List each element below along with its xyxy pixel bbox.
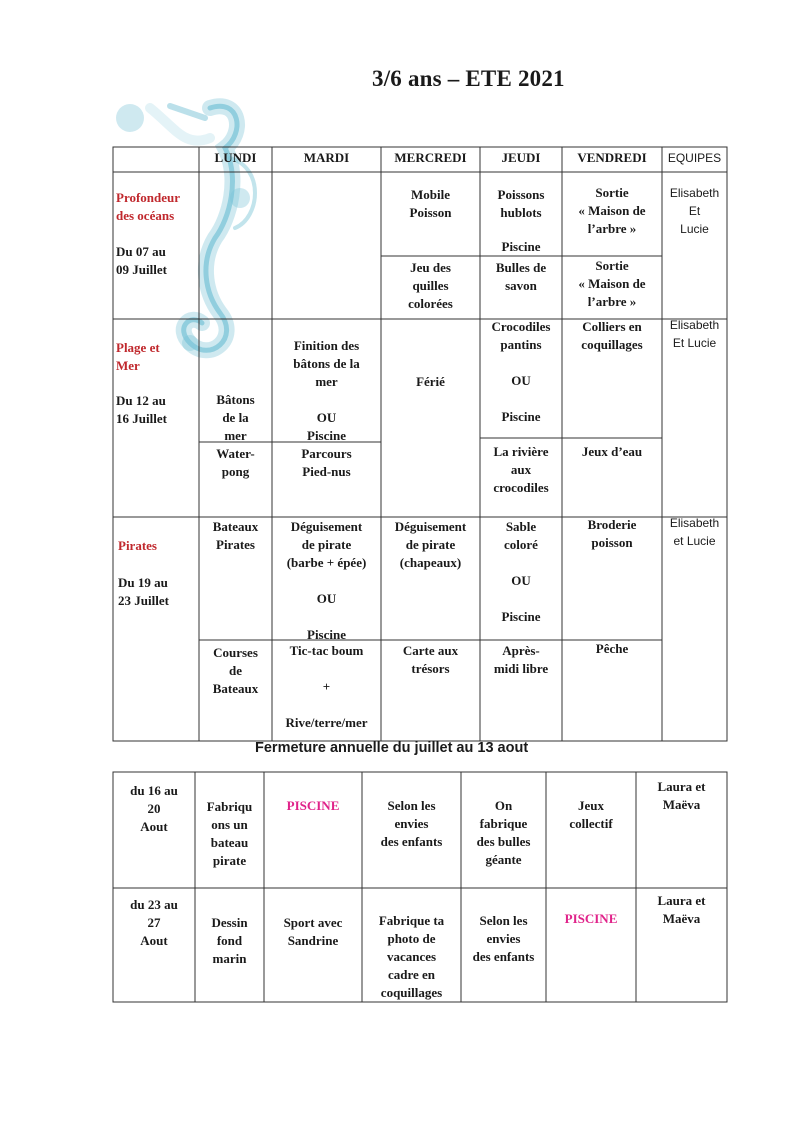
week2-vendredi-pm: Jeux d’eau <box>581 444 643 459</box>
header-vendredi: VENDREDI <box>577 150 647 165</box>
closure-note: Fermeture annuelle du juillet au 13 aout <box>255 740 529 756</box>
week2-dates: Du 12 au 16 Juillet <box>116 393 167 426</box>
week5-mardi: Sport avec Sandrine <box>283 915 343 948</box>
week2-mardi-am: Finition des bâtons de la mer OU Piscine <box>293 338 360 443</box>
page-title: 3/6 ans – ETE 2021 <box>372 66 565 91</box>
week2-lundi-am: Bâtons de la mer <box>216 392 255 443</box>
week3-equipes: Elisabeth et Lucie <box>669 516 720 548</box>
week2-mardi-pm: Parcours Pied-nus <box>301 446 352 479</box>
week2-vendredi-am: Colliers en coquillages <box>581 319 643 352</box>
week5-mercredi: Fabrique ta photo de vacances cadre en coquillages <box>378 913 445 1000</box>
header-equipes: EQUIPES <box>667 151 722 165</box>
week2-mercredi: Férié <box>416 374 445 389</box>
week3-dates: Du 19 au 23 Juillet <box>118 575 169 608</box>
week3-lundi-pm: Courses de Bateaux <box>212 645 259 696</box>
week1-dates: Du 07 au 09 Juillet <box>116 244 167 277</box>
week1-mercredi-pm: Jeu des quilles colorées <box>408 260 453 311</box>
week1-jeudi-pm: Bulles de savon <box>495 260 547 293</box>
week4-jeudi: On fabrique des bulles géante <box>476 798 531 867</box>
week2-lundi-pm: Water- pong <box>216 446 255 479</box>
week3-mardi-pm: Tic-tac boum + Rive/terre/mer <box>285 643 368 730</box>
week3-lundi-am: Bateaux Pirates <box>212 519 259 552</box>
header-mercredi: MERCREDI <box>394 150 467 165</box>
week4-mardi: PISCINE <box>286 798 340 813</box>
week1-jeudi-am-1: Poissons hublots <box>497 187 545 220</box>
week3-mercredi-am: Déguisement de pirate (chapeaux) <box>394 519 467 570</box>
week4-equipes: Laura et Maëva <box>657 779 706 812</box>
week3-mardi-am: Déguisement de pirate (barbe + épée) OU Piscine <box>286 519 367 642</box>
week2-equipes: Elisabeth Et Lucie <box>669 318 720 350</box>
week4-vendredi: Jeux collectif <box>569 798 613 831</box>
header-lundi: LUNDI <box>214 150 257 165</box>
week2-theme: Plage et Mer <box>116 340 160 373</box>
week3-jeudi-pm: Après- midi libre <box>493 643 549 676</box>
week2-jeudi-pm: La rivière aux crocodiles <box>493 444 549 495</box>
week3-vendredi-am: Broderie poisson <box>587 517 637 550</box>
week5-dates: du 23 au 27 Aout <box>130 897 178 948</box>
week3-jeudi-am: Sable coloré OU Piscine <box>501 519 541 624</box>
header-mardi: MARDI <box>303 150 350 165</box>
week1-jeudi-am-2: Piscine <box>501 239 541 254</box>
week4-dates: du 16 au 20 Aout <box>130 783 178 834</box>
week3-mercredi-pm: Carte aux trésors <box>402 643 459 676</box>
week5-lundi: Dessin fond marin <box>211 915 248 966</box>
week2-jeudi-am: Crocodiles pantins OU Piscine <box>491 319 551 424</box>
week4-lundi: Fabriqu ons un bateau pirate <box>206 799 253 868</box>
week1-theme: Profondeur des océans <box>116 190 181 223</box>
header-jeudi: JEUDI <box>501 150 541 165</box>
week4-mercredi: Selon les envies des enfants <box>380 798 443 849</box>
week5-jeudi: Selon les envies des enfants <box>472 913 535 964</box>
week3-vendredi-pm: Pêche <box>595 641 629 656</box>
week1-vendredi-pm: Sortie « Maison de l’arbre » <box>578 258 646 309</box>
week5-vendredi: PISCINE <box>564 911 618 926</box>
week5-equipes: Laura et Maëva <box>657 893 706 926</box>
week3-theme: Pirates <box>118 538 157 553</box>
week1-vendredi-am: Sortie « Maison de l’arbre » <box>578 185 646 236</box>
week1-equipes: Elisabeth Et Lucie <box>669 186 720 236</box>
week1-mercredi-am: Mobile Poisson <box>409 187 452 220</box>
